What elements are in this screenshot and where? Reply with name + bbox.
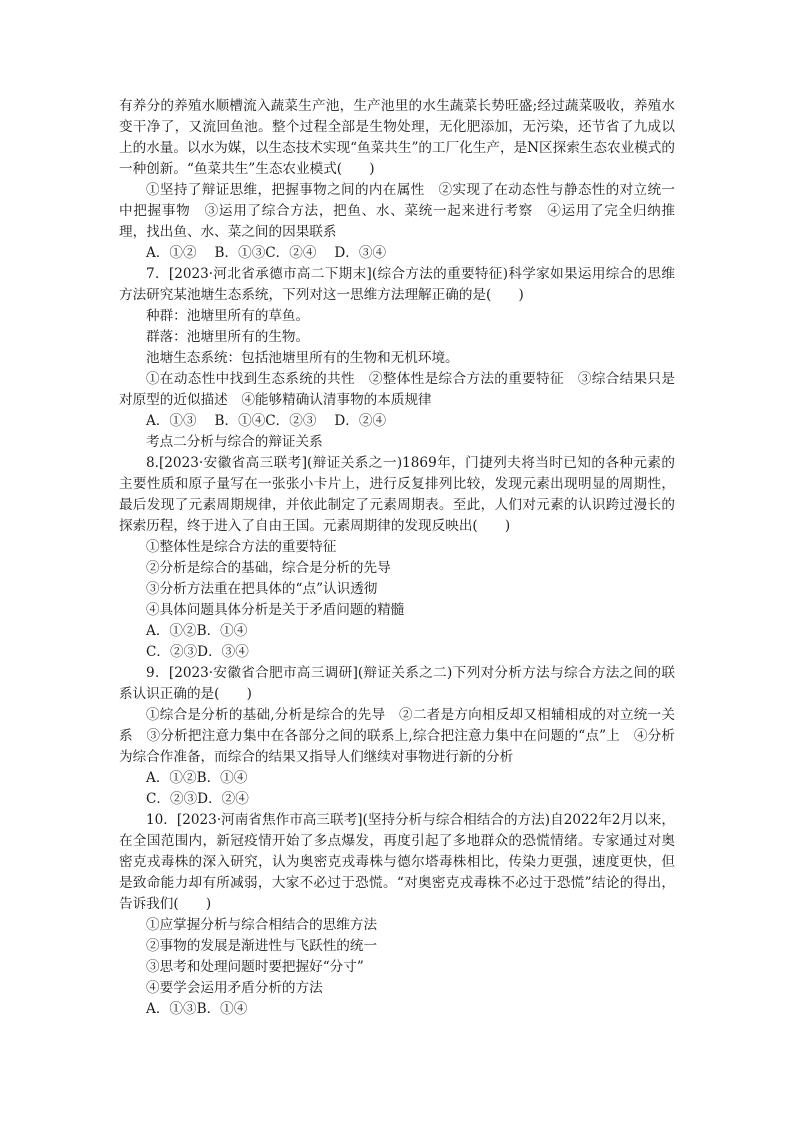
- q10-statement-1: ①应掌握分析与综合相结合的思维方法: [146, 917, 378, 933]
- q7-stem: 7．[2023·河北省承德市高二下期末](综合方法的重要特征)科学家如果运用综合的思维方法研究某池塘生态系统，下列对这一思维方法理解正确的是( ): [119, 266, 675, 303]
- q6-options: A．①② B．①③C．②④ D．③④: [146, 245, 387, 261]
- q7-statements: ①在动态性中找到生态系统的共性 ②整体性是综合方法的重要特征 ③综合结果只是对原型的近似描述 ④能够精确认清事物的本质规律: [119, 371, 675, 408]
- q7-line-community: 群落：池塘里所有的生物。: [146, 329, 310, 345]
- q8-statement-4: ④具体问题具体分析是关于矛盾问题的精髓: [146, 602, 405, 618]
- q10-statement-4: ④要学会运用矛盾分析的方法: [146, 980, 323, 996]
- q8-statement-1: ①整体性是综合方法的重要特征: [146, 539, 337, 555]
- q9-stem: 9．[2023·安徽省合肥市高三调研](辩证关系之二)下列对分析方法与综合方法之间的联系认识正确的是( ): [119, 665, 675, 702]
- q6-stem-tail: 有养分的养殖水顺槽流入蔬菜生产池，生产池里的水生蔬菜长势旺盛;经过蔬菜吸收，养殖水变干净了，又流回鱼池。整个过程全部是生物处理，无化肥添加，无污染，还节省了九成以上的水量。以水为媒，以生态技术实现“鱼菜共生”的工厂化生产，是N区探索生态农业模式的一种创新。“鱼菜共生”生态农业模式( ): [119, 98, 675, 177]
- q8-statement-3: ③分析方法重在把具体的“点”认识透彻: [146, 581, 378, 597]
- q9-statements: ①综合是分析的基础,分析是综合的先导 ②二者是方向相反却又相辅相成的对立统一关系 ③分析把注意力集中在各部分之间的联系上,综合把注意力集中在问题的“点”上 ④分析为综合作准备，而综合的结果又指导人们继续对事物进行新的分析: [119, 707, 675, 765]
- q6-statements: ①坚持了辩证思维，把握事物之间的内在属性 ②实现了在动态性与静态性的对立统一中把握事物 ③运用了综合方法，把鱼、水、菜统一起来进行考察 ④运用了完全归纳推理，找出鱼、水、菜之间的因果联系: [119, 182, 675, 240]
- q8-stem: 8.[2023·安徽省高三联考](辩证关系之一)1869年，门捷列夫将当时已知的各种元素的主要性质和原子量写在一张张小卡片上，进行反复排列比较，发现元素出现明显的周期性，最后发现了元素周期规律，并依此制定了元素周期表。至此，人们对元素的认识跨过漫长的探索历程，终于进入了自由王国。元素周期律的发现反映出( ): [119, 455, 675, 534]
- q10-statement-3: ③思考和处理问题时要把握好“分寸”: [146, 959, 364, 975]
- q10-options-row-1: A．①③B．①④: [146, 1001, 248, 1017]
- document-page: [119, 96, 675, 1020]
- q7-line-population: 种群：池塘里所有的草鱼。: [146, 308, 310, 324]
- q8-options-row-1: A．①②B．①④: [146, 623, 248, 639]
- q7-options: A．①③ B．①④C．②③ D．②④: [146, 413, 387, 429]
- q9-options-row-2: C．②③D．②④: [146, 791, 249, 807]
- q8-statement-2: ②分析是综合的基础，综合是分析的先导: [146, 560, 391, 576]
- q9-options-row-1: A．①②B．①④: [146, 770, 248, 786]
- q10-stem: 10．[2023·河南省焦作市高三联考](坚持分析与综合相结合的方法)自2022年2月以来，在全国范围内，新冠疫情开始了多点爆发，再度引起了多地群众的恐慌情绪。专家通过对奥密克戎毒株的深入研究，认为奥密克戎毒株与德尔塔毒株相比，传染力更强，速度更快，但是致命能力却有所减弱，大家不必过于恐慌。“对奥密克戎毒株不必过于恐慌”结论的得出，告诉我们( ): [119, 812, 675, 912]
- q7-line-ecosystem: 池塘生态系统：包括池塘里所有的生物和无机环境。: [146, 350, 459, 366]
- q10-statement-2: ②事物的发展是渐进性与飞跃性的统一: [146, 938, 378, 954]
- q8-options-row-2: C．②③D．③④: [146, 644, 249, 660]
- section-heading: 考点二分析与综合的辩证关系: [146, 434, 323, 450]
